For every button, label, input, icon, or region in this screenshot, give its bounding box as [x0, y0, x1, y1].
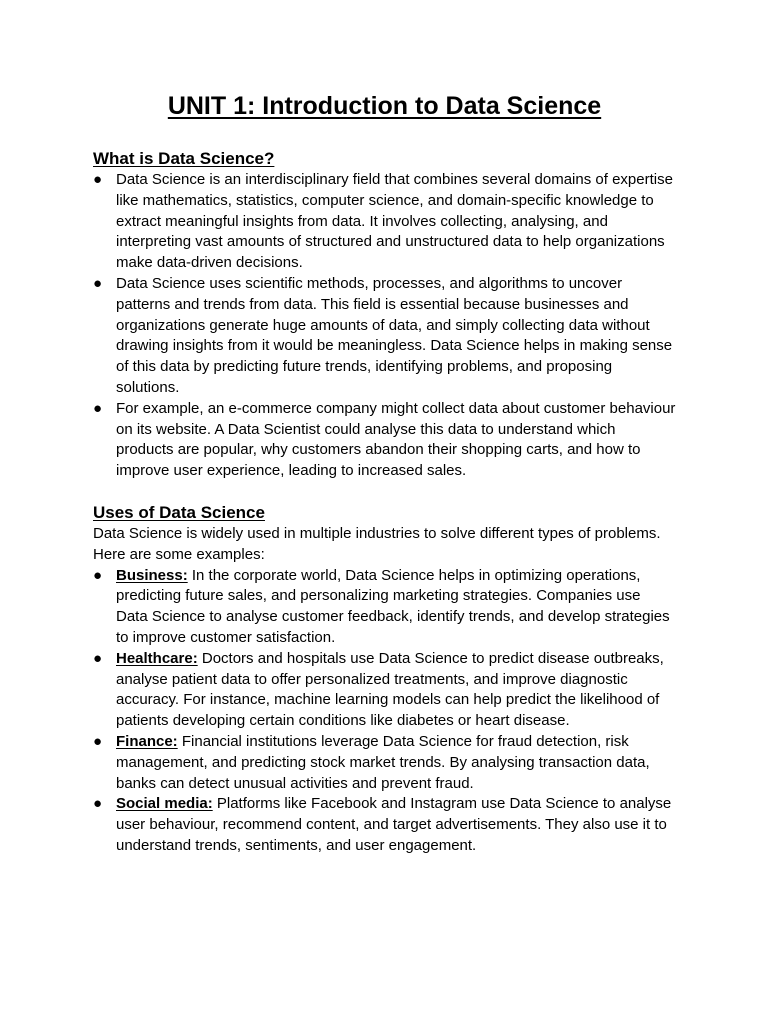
- bullet-icon: ●: [93, 566, 103, 584]
- uses-bullet-list: [93, 566, 676, 857]
- term-label: Business:: [116, 566, 188, 584]
- bullet-icon: ●: [93, 399, 103, 417]
- list-item: [93, 170, 676, 274]
- term-description: Doctors and hospitals use Data Science to predict disease outbreaks, analyse patient data to offer personalized treatments, and improve diagnostic accuracy. For instance, machine learning models can help predict the likelihood of patients developing certain conditions like diabetes or heart disease.: [116, 649, 664, 730]
- bullet-icon: ●: [93, 732, 103, 750]
- term-label: Finance:: [116, 732, 178, 750]
- page-title: UNIT 1: Introduction to Data Science: [167, 92, 602, 120]
- term-description: Platforms like Facebook and Instagram use Data Science to analyse user behaviour, recommend content, and target advertisements. They also use it to understand trends, sentiments, and user engagement.: [116, 795, 672, 854]
- bullet-icon: ●: [93, 795, 103, 813]
- bullet-icon: ●: [93, 171, 103, 188]
- term-label: Social media:: [116, 795, 213, 813]
- bullet-icon: ●: [93, 274, 103, 292]
- definition-bullet-list: [93, 170, 676, 482]
- term-description: In the corporate world, Data Science helps in optimizing operations, predicting future sales, and personalizing marketing strategies. Companies use Data Science to analyse customer feedback, identify trends, and develop strategies to improve customer satisfaction.: [116, 566, 670, 646]
- list-item-social-media: [93, 794, 676, 856]
- bullet-text: Data Science uses scientific methods, processes, and algorithms to uncover patterns and trends from data. This field is essential because businesses and organizations generate huge amounts of data, and simply collecting data without drawing insights from it would be meaningless. Data Science helps in making sense of this data by predicting future trends, identifying problems, and proposing solutions.: [116, 274, 673, 396]
- term-description: Financial institutions leverage Data Science for fraud detection, risk management, and predicting stock market trends. By analysing transaction data, banks can detect unusual activities and prevent fraud.: [116, 732, 650, 792]
- list-item: [93, 399, 676, 482]
- list-item-business: [93, 566, 676, 649]
- list-item-healthcare: [93, 649, 676, 732]
- list-item-finance: [93, 732, 676, 794]
- bullet-text: Data Science is an interdisciplinary field that combines several domains of expertise like mathematics, statistics, computer science, and domain-specific knowledge to extract meaningful insights from data. It involves collecting, analysing, and interpreting vast amounts of structured and unstructured data to help organizations make data-driven decisions.: [116, 171, 673, 272]
- section-heading-what-is-data-science: What is Data Science?: [93, 149, 275, 168]
- term-label: Healthcare:: [116, 649, 198, 667]
- list-item: [93, 274, 676, 399]
- section-intro-paragraph: Data Science is widely used in multiple industries to solve different types of problems. Here are some examples:: [93, 524, 661, 563]
- bullet-text: For example, an e-commerce company might collect data about customer behaviour on its website. A Data Scientist could analyse this data to understand which products are popular, why customers abandon their shopping carts, and how to improve user experience, leading to increased sales.: [116, 399, 676, 480]
- bullet-icon: ●: [93, 649, 103, 667]
- section-heading-uses-of-data-science: Uses of Data Science: [93, 502, 265, 522]
